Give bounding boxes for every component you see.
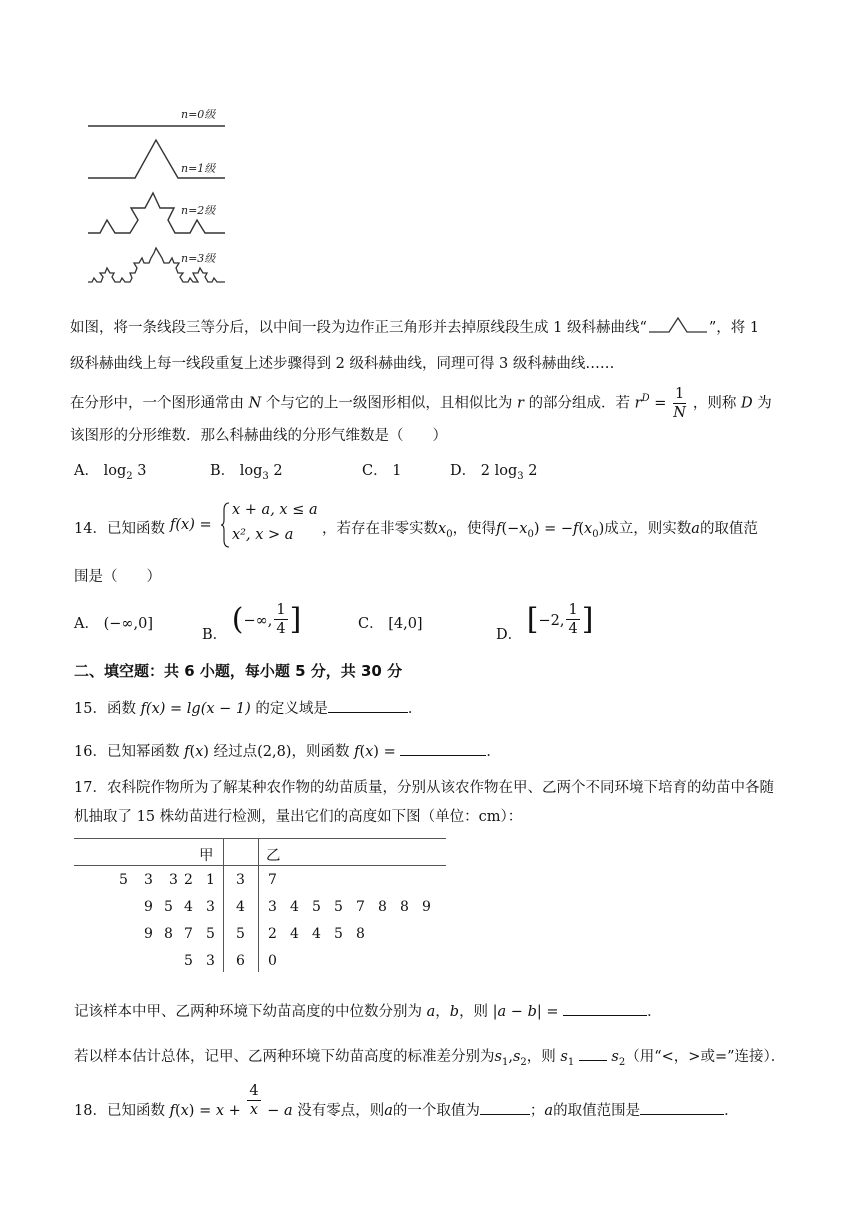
leaf: 8 (164, 926, 173, 942)
q16-text: 经过点 (213, 744, 258, 760)
answer-blank[interactable] (640, 1100, 724, 1115)
leaf: 4 (312, 926, 321, 942)
q17-text: （用“<，>或=”连接）． (625, 1049, 786, 1065)
option-letter: B． (202, 627, 228, 643)
piecewise-case-1: x + a, x ≤ a (232, 502, 318, 518)
stem: 5 (236, 926, 245, 942)
q14-option-c[interactable] (358, 612, 423, 633)
q13-line1 (70, 316, 759, 337)
koch-label-2: n=2级 (181, 204, 216, 217)
leaf: 5 (312, 899, 321, 915)
q17-text: ． (647, 1004, 662, 1020)
leaf: 1 (206, 872, 215, 888)
q18: 18．已知函数 f(x) = x + $\frac{4}{x}$ − a 没有零点，则a的一个取值为 ；a的取值范围是 ． (74, 1083, 739, 1119)
option-value: (−∞,0] (103, 616, 153, 632)
leaf: 2 (268, 926, 277, 942)
q13-option-c[interactable] (362, 459, 401, 480)
q18-text: ． (724, 1102, 739, 1119)
denominator: N (673, 405, 686, 421)
fraction-4-over-x: $\frac{4}{x}$ (249, 1083, 259, 1118)
q18-text: 的一个取值为 (392, 1102, 480, 1119)
option-value: [4,0] (388, 616, 423, 632)
q15-text: ． (407, 701, 423, 717)
q14-option-d[interactable]: D． [−2, $\frac{1}{4}$ ] (496, 601, 594, 643)
q13-option-d[interactable]: D． 2 $\log_3 2$ (450, 463, 538, 482)
answer-blank[interactable] (579, 1046, 607, 1061)
q15 (74, 697, 422, 718)
leaf: 4 (290, 926, 299, 942)
stem: 6 (236, 953, 245, 969)
q17-line4: 若以样本估计总体，记甲、乙两种环境下幼苗高度的标准差分别为$s_1,s_2$，则 $s_1$ $s_2$（用“<，>或=”连接）． (74, 1045, 785, 1066)
q16-text: ． (486, 744, 501, 760)
leaf: 0 (268, 953, 277, 969)
q18-text: ； (529, 1102, 545, 1119)
option-letter: B． (210, 463, 236, 479)
q14-text: 的取值范 (699, 521, 758, 537)
leaf: 9 (144, 926, 153, 942)
leaf: 9 (422, 899, 431, 915)
q16-point: (2,8) (257, 744, 292, 760)
option-value: log (239, 463, 263, 479)
q13-text: 为 (757, 395, 772, 412)
koch-label-1: n=1级 (181, 162, 216, 175)
q14-text: 成立，则实数 (604, 521, 692, 537)
table-row (74, 899, 446, 926)
answer-blank[interactable] (400, 741, 486, 756)
leaf: 3 (169, 872, 178, 888)
option-value: 1 (392, 463, 402, 479)
q14-text: ，若存在非零实数 (322, 521, 438, 537)
leaf: 8 (378, 899, 387, 915)
var-r: r (634, 395, 642, 412)
leaf: 5 (119, 872, 128, 888)
leaf: 4 (184, 899, 193, 915)
table-row (74, 953, 446, 980)
q17-expression: |a − b| = (492, 1004, 559, 1020)
var-r: r (517, 395, 524, 412)
koch-label-3: n=3级 (181, 252, 216, 265)
leaf: 5 (334, 926, 343, 942)
q17-text: 若以样本估计总体，记甲、乙两种环境下幼苗高度的标准差分别为 (74, 1049, 495, 1065)
answer-blank[interactable] (563, 1001, 647, 1016)
leaf: 4 (290, 899, 299, 915)
q13-text: 的部分组成．若 (528, 395, 631, 412)
leaf: 7 (184, 926, 193, 942)
q13-line3: 在分形中，一个图形通常由 N 个与它的上一级图形相似，且相似比为 r 的部分组成．若 $r^D$ = $\frac{1}{N}$ ，则称 D 为 (70, 386, 772, 421)
q18-text: 没有零点，则 (297, 1102, 385, 1119)
q13-line2: 级科赫曲线上每一线段重复上述步骤得到 2 级科赫曲线，同理可得 3 级科赫曲线…… (70, 356, 615, 372)
option-value: 2 log (480, 463, 518, 479)
answer-blank[interactable] (328, 698, 408, 713)
q13-option-a[interactable]: A． $\log_2 3$ (74, 463, 147, 482)
table-header-yi: 乙 (266, 848, 281, 864)
stem: 3 (236, 872, 245, 888)
q16: 16．已知幂函数 f(x) 经过点(2,8)，则函数 f(x) = ． (74, 740, 501, 761)
q13-text: 个与它的上一级图形相似，且相似比为 (265, 395, 513, 412)
q16-text: 16．已知幂函数 (74, 744, 180, 760)
q17-line1: 17．农科院作物所为了解某种农作物的幼苗质量，分别从该农作物在甲、乙两个不同环境下培育的幼苗中各随 (74, 780, 774, 796)
q13-line4: 该图形的分形维数．那么科赫曲线的分形气维数是（ ） (70, 428, 447, 444)
q15-expression: f(x) = lg(x − 1) (140, 701, 251, 717)
q13-text: 如图，将一条线段三等分后，以中间一段为边作正三角形并去掉原线段生成 1 级科赫曲线“ (70, 320, 647, 336)
leaf: 8 (356, 926, 365, 942)
fraction-1-over-N (673, 385, 686, 422)
left-brace-icon (220, 502, 230, 548)
option-letter: D． (450, 463, 477, 479)
option-letter: C． (358, 616, 384, 632)
leaf: 7 (356, 899, 365, 915)
leaf: 3 (144, 872, 153, 888)
q13-text: 在分形中，一个图形通常由 (70, 395, 244, 412)
table-row (74, 926, 446, 953)
q13-text: ，则称 (692, 395, 737, 412)
q17-text: ，则 (526, 1049, 556, 1065)
leaf: 9 (144, 899, 153, 915)
q14-line2: 围是（ ） (74, 569, 161, 585)
koch-label-0: n=0级 (181, 108, 216, 121)
q17-line3: 记该样本中甲、乙两种环境下幼苗高度的中位数分别为 a，b，则 |a − b| = ． (74, 1000, 662, 1021)
q14-condition: ，若存在非零实数$x_0$，使得$f(-x_0) = -f(x_0)$成立，则实数a的取值范 (322, 521, 758, 540)
option-value: log (103, 463, 127, 479)
q17-line2: 机抽取了 15 株幼苗进行检测，量出它们的高度如下图（单位：cm）： (74, 809, 523, 825)
q14-text: 14．已知函数 (74, 521, 165, 537)
leaf: 7 (268, 872, 277, 888)
option-letter: A． (74, 616, 99, 632)
q15-text: 的定义域是 (255, 701, 328, 717)
table-row (74, 872, 446, 899)
q18-text: 的取值范围是 (553, 1102, 641, 1119)
option-letter: D． (496, 627, 523, 643)
table-header-jia: 甲 (199, 848, 214, 864)
equals-sign: = (383, 744, 396, 760)
var-D: D (740, 395, 753, 412)
option-letter: C． (362, 463, 388, 479)
leaf: 3 (268, 899, 277, 915)
leaf: 2 (184, 872, 193, 888)
leaf: 5 (184, 953, 193, 969)
function-f-x: f(x) = (170, 517, 212, 533)
answer-blank[interactable] (480, 1100, 530, 1115)
leaf: 5 (334, 899, 343, 915)
leaf: 3 (206, 899, 215, 915)
leaf: 3 (206, 953, 215, 969)
q14-option-a[interactable] (74, 612, 153, 633)
stem: 4 (236, 899, 245, 915)
section-heading: 二、填空题：共 6 小题，每小题 5 分，共 30 分 (74, 662, 403, 680)
var-D: D (641, 392, 650, 404)
leaf: 8 (400, 899, 409, 915)
option-letter: A． (74, 463, 99, 479)
q13-text: ”，将 1 (708, 320, 760, 336)
koch-1-inline-icon (647, 316, 709, 334)
koch-curve-figure (80, 100, 240, 290)
var-N: N (248, 395, 262, 412)
table-header-rule (74, 865, 446, 866)
q17-text: ，则 (459, 1004, 489, 1020)
table-top-rule (74, 838, 446, 839)
q14-option-b[interactable]: B． (−∞, $\frac{1}{4}$ ] (202, 601, 302, 643)
q16-text: ，则函数 (291, 744, 350, 760)
leaf: 5 (164, 899, 173, 915)
numerator: 1 (675, 386, 685, 402)
piecewise-case-2: x², x > a (232, 527, 294, 543)
q18-text: 18．已知函数 (74, 1102, 165, 1119)
q15-text: 15．函数 (74, 701, 136, 717)
q13-option-b[interactable]: B． $\log_3 2$ (210, 463, 283, 482)
q17-text: 记该样本中甲、乙两种环境下幼苗高度的中位数分别为 (74, 1004, 422, 1020)
leaf: 5 (206, 926, 215, 942)
q14-text: ，使得 (452, 521, 497, 537)
